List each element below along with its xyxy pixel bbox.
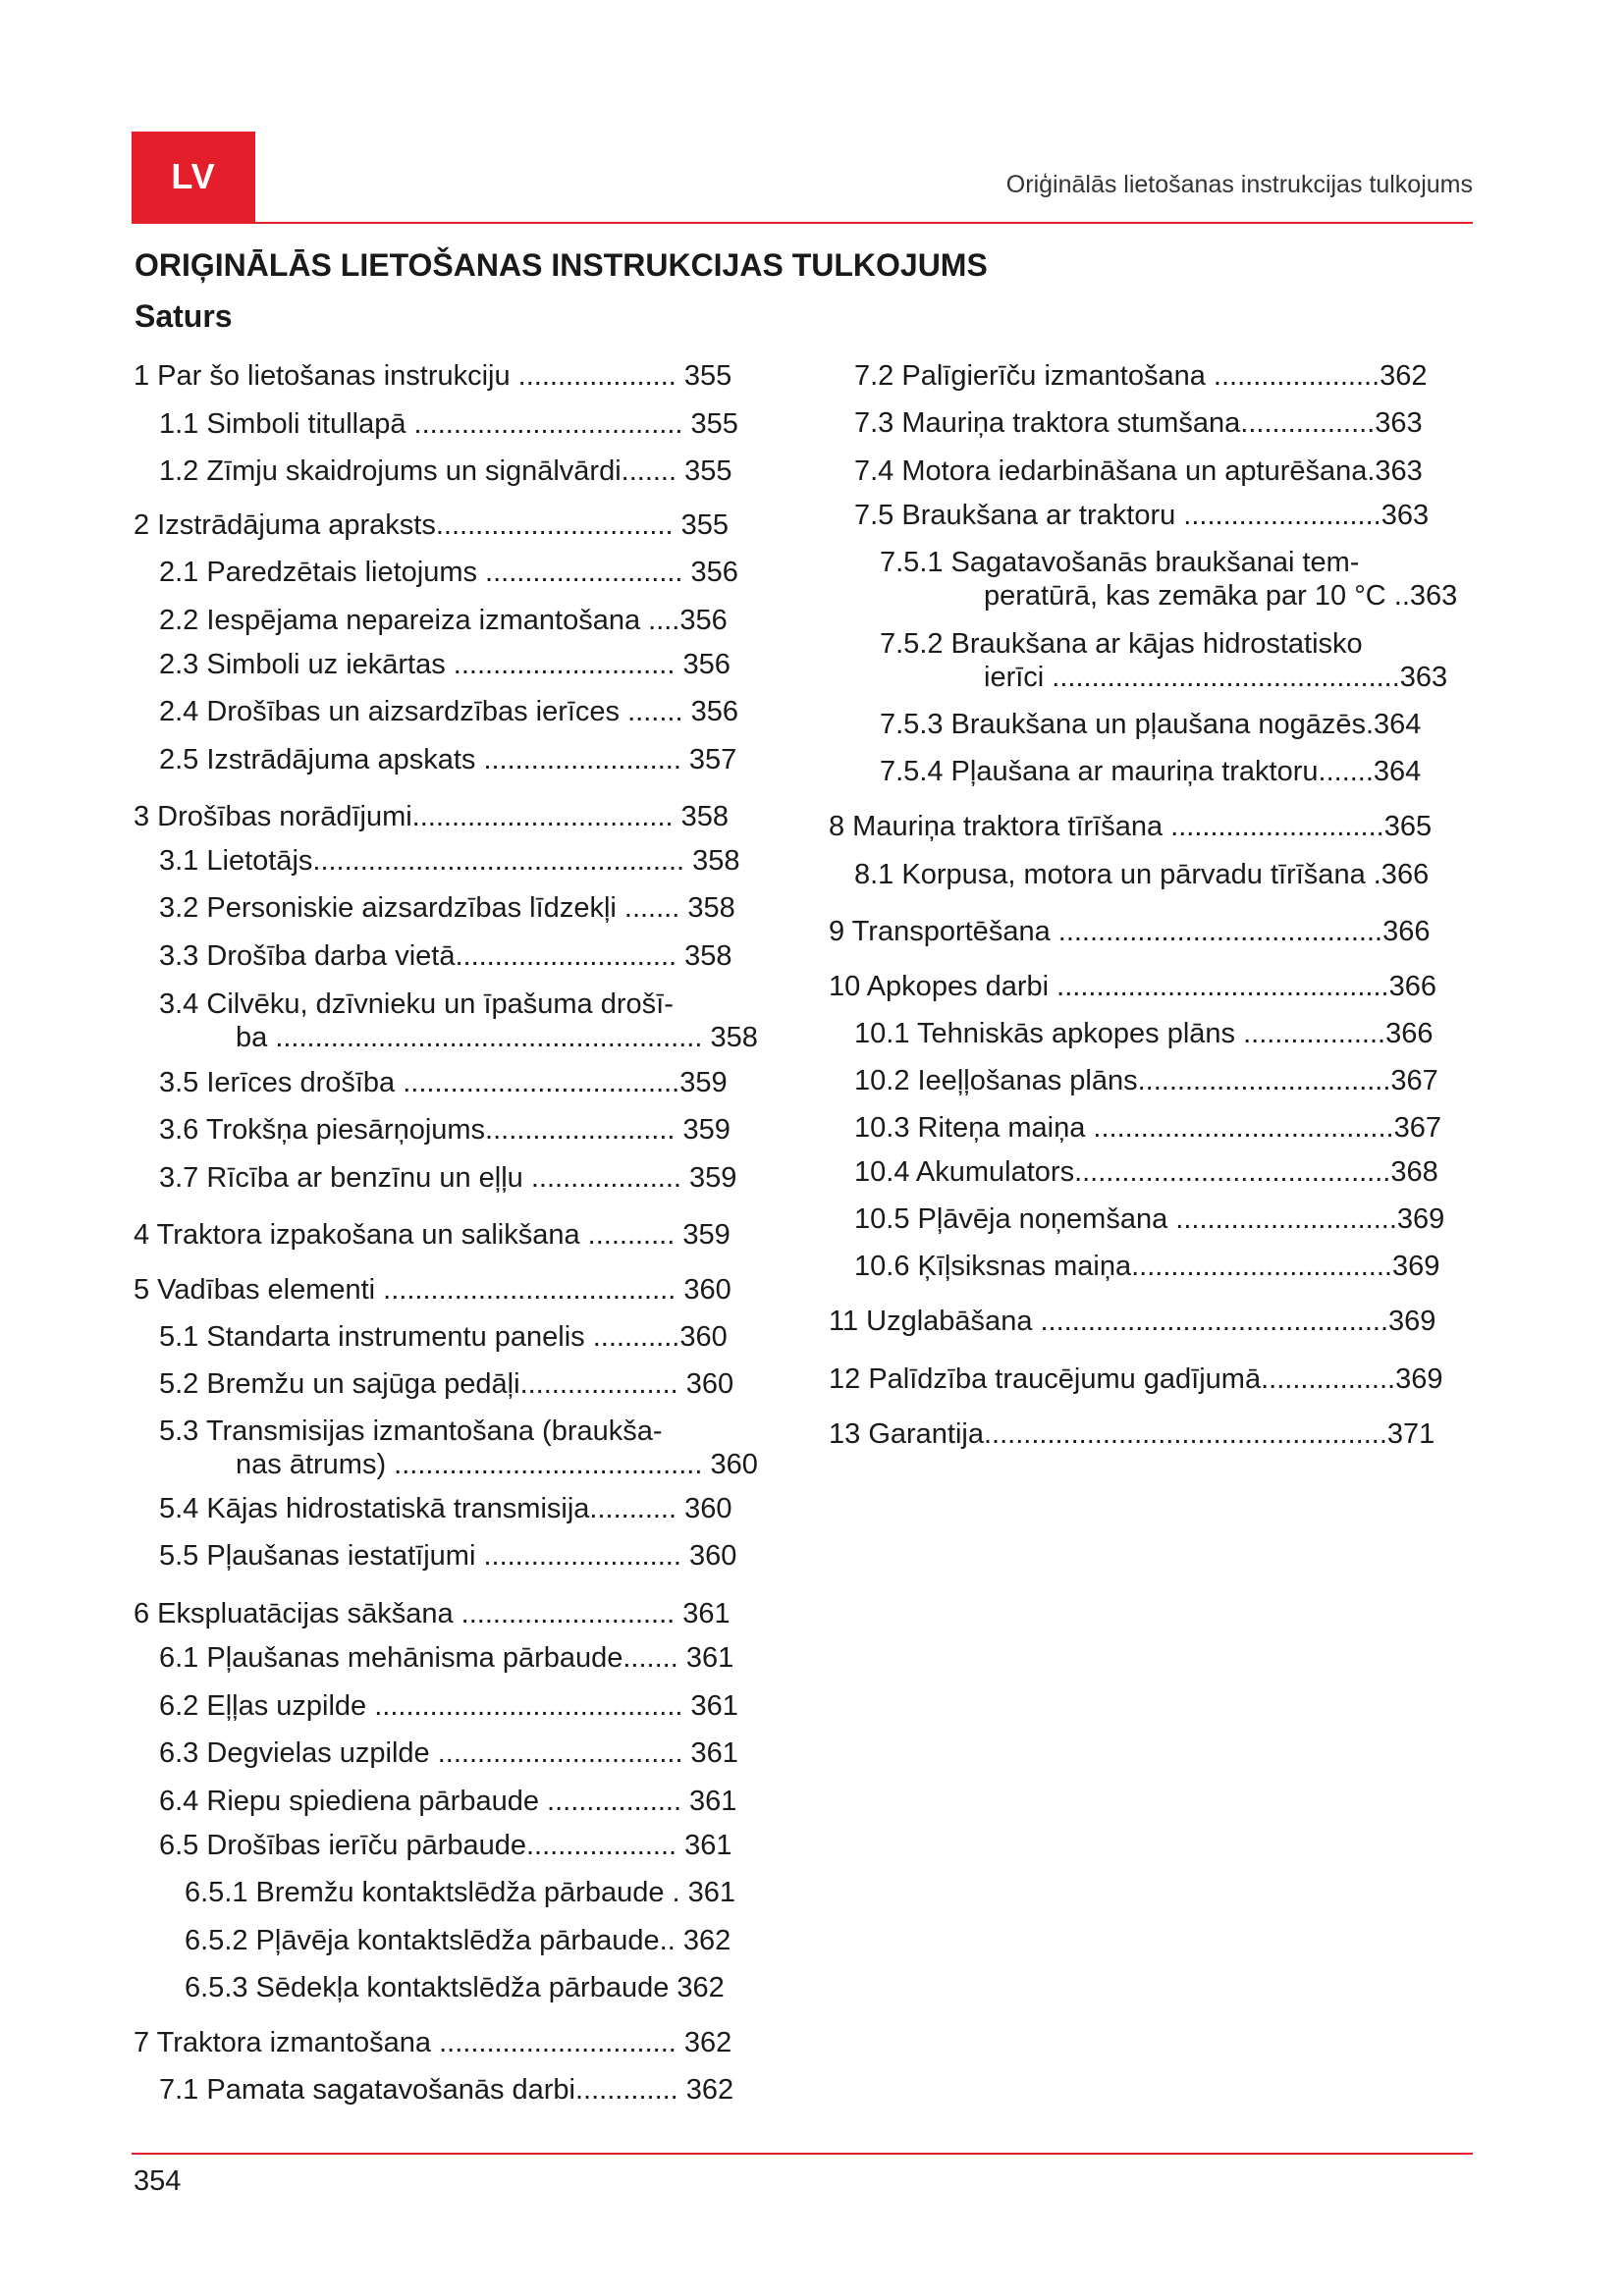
toc-entry[interactable]: 10.1 Tehniskās apkopes plāns ..................366 xyxy=(854,1018,1434,1049)
toc-entry[interactable]: 8 Mauriņa traktora tīrīšana ...........................365 xyxy=(829,811,1433,842)
toc-entry[interactable]: 6.5 Drošības ierīču pārbaude................... 361 xyxy=(159,1830,732,1861)
toc-entry[interactable]: 7.5.2 Braukšana ar kājas hidrostatisko ierīci ............................................363 xyxy=(880,628,1448,693)
toc-entry[interactable]: 1.1 Simboli titullapā .................................. 355 xyxy=(159,408,738,440)
toc-entry[interactable]: 6 Ekspluatācijas sākšana ........................... 361 xyxy=(134,1598,731,1629)
document-subtitle: Saturs xyxy=(135,298,233,334)
toc-entry[interactable]: 5.5 Pļaušanas iestatījumi ......................... 360 xyxy=(159,1540,737,1572)
toc-entry[interactable]: 1 Par šo lietošanas instrukciju .................... 355 xyxy=(134,360,732,392)
toc-entry[interactable]: 3.5 Ierīces drošība ...................................359 xyxy=(159,1067,728,1098)
toc-entry[interactable]: 13 Garantija...................................................371 xyxy=(829,1418,1435,1450)
toc-entry[interactable]: 7.5.3 Braukšana un pļaušana nogāzēs.364 xyxy=(880,709,1422,740)
toc-entry[interactable]: 10.2 Ieeļļošanas plāns................................367 xyxy=(854,1065,1438,1096)
toc-entry[interactable]: 7.2 Palīgierīču izmantošana .....................362 xyxy=(854,360,1428,392)
toc-entry[interactable]: 6.5.2 Pļāvēja kontaktslēdža pārbaude.. 362 xyxy=(185,1925,731,1956)
toc-entry[interactable]: 6.5.3 Sēdekļa kontaktslēdža pārbaude 362 xyxy=(185,1972,725,2003)
page-number: 354 xyxy=(134,2165,182,2197)
toc-entry[interactable]: 9 Transportēšana .........................................366 xyxy=(829,916,1431,947)
toc-entry[interactable]: 7 Traktora izmantošana .............................. 362 xyxy=(134,2027,732,2058)
toc-entry[interactable]: 7.4 Motora iedarbināšana un apturēšana.363 xyxy=(854,455,1423,487)
toc-entry[interactable]: 5.3 Transmisijas izmantošana (braukša- nas ātrums) ....................................... 360 xyxy=(159,1415,758,1480)
toc-entry[interactable]: 5.2 Bremžu un sajūga pedāļi.................... 360 xyxy=(159,1368,734,1400)
toc-entry[interactable]: 10.4 Akumulators........................................368 xyxy=(854,1156,1438,1188)
toc-entry[interactable]: 5 Vadības elementi ..................................... 360 xyxy=(134,1274,731,1306)
toc-entry[interactable]: 5.4 Kājas hidrostatiskā transmisija........... 360 xyxy=(159,1493,732,1524)
toc-entry[interactable]: 10 Apkopes darbi ..........................................366 xyxy=(829,971,1436,1002)
toc-entry[interactable]: 7.3 Mauriņa traktora stumšana.................363 xyxy=(854,407,1423,439)
toc-left-column xyxy=(134,359,778,2107)
toc-entry[interactable]: 10.5 Pļāvēja noņemšana ............................369 xyxy=(854,1203,1445,1235)
toc-entry[interactable]: 10.3 Riteņa maiņa ......................................367 xyxy=(854,1112,1441,1144)
toc-entry[interactable]: 3.2 Personiskie aizsardzības līdzekļi ....... 358 xyxy=(159,892,735,924)
toc-entry[interactable]: 2.1 Paredzētais lietojums ......................... 356 xyxy=(159,557,738,588)
toc-entry[interactable]: 3.3 Drošība darba vietā............................ 358 xyxy=(159,940,732,972)
toc-right-column xyxy=(829,359,1479,1451)
toc-entry[interactable]: 2.5 Izstrādājuma apskats ......................... 357 xyxy=(159,744,737,775)
toc-entry[interactable]: 2.3 Simboli uz iekārtas ............................ 356 xyxy=(159,649,731,680)
toc-entry[interactable]: 6.2 Eļļas uzpilde ....................................... 361 xyxy=(159,1690,738,1722)
toc-entry[interactable]: 7.5.4 Pļaušana ar mauriņa traktoru.......364 xyxy=(880,756,1422,787)
header-divider xyxy=(132,222,1473,224)
toc-entry[interactable]: 4 Traktora izpakošana un salikšana ........... 359 xyxy=(134,1219,731,1251)
toc-entry[interactable]: 6.1 Pļaušanas mehānisma pārbaude....... 361 xyxy=(159,1642,734,1674)
toc-entry[interactable]: 5.1 Standarta instrumentu panelis ...........360 xyxy=(159,1321,728,1353)
toc-entry[interactable]: 12 Palīdzība traucējumu gadījumā.................369 xyxy=(829,1363,1443,1395)
toc-entry[interactable]: 11 Uzglabāšana ............................................369 xyxy=(829,1306,1436,1337)
toc-entry[interactable]: 1.2 Zīmju skaidrojums un signālvārdi....... 355 xyxy=(159,455,732,487)
toc-entry[interactable]: 6.4 Riepu spiediena pārbaude ................. 361 xyxy=(159,1786,737,1817)
toc-entry[interactable]: 2.4 Drošības un aizsardzības ierīces ....... 356 xyxy=(159,696,738,727)
toc-entry[interactable]: 3.4 Cilvēku, dzīvnieku un īpašuma drošī- ba ...................................................... 358 xyxy=(159,988,758,1053)
language-badge: LV xyxy=(132,132,255,222)
header-title: Oriģinālās lietošanas instrukcijas tulkojums xyxy=(1005,171,1473,198)
toc-entry[interactable]: 2 Izstrādājuma apraksts.............................. 355 xyxy=(134,509,730,541)
toc-entry[interactable]: 8.1 Korpusa, motora un pārvadu tīrīšana .366 xyxy=(854,859,1430,890)
toc-entry[interactable]: 7.1 Pamata sagatavošanās darbi............. 362 xyxy=(159,2074,734,2106)
toc-entry[interactable]: 3.6 Trokšņa piesārņojums........................ 359 xyxy=(159,1114,731,1146)
toc-entry[interactable]: 2.2 Iespējama nepareiza izmantošana ....356 xyxy=(159,605,728,636)
document-title: ORIĢINĀLĀS LIETOŠANAS INSTRUKCIJAS TULKOJUMS xyxy=(135,247,988,283)
toc-entry[interactable]: 3.7 Rīcība ar benzīnu un eļļu ................... 359 xyxy=(159,1162,737,1194)
toc-entry[interactable]: 7.5.1 Sagatavošanās braukšanai tem- peratūrā, kas zemāka par 10 °C ..363 xyxy=(880,547,1458,612)
toc-entry[interactable]: 7.5 Braukšana ar traktoru .........................363 xyxy=(854,500,1430,531)
toc-entry[interactable]: 3.1 Lietotājs............................................... 358 xyxy=(159,845,740,877)
toc-entry[interactable]: 6.3 Degvielas uzpilde ............................... 361 xyxy=(159,1737,738,1769)
toc-entry[interactable]: 6.5.1 Bremžu kontaktslēdža pārbaude . 361 xyxy=(185,1877,736,1908)
toc-entry[interactable]: 3 Drošības norādījumi................................. 358 xyxy=(134,801,730,832)
footer-divider xyxy=(132,2153,1473,2155)
toc-entry[interactable]: 10.6 Ķīļsiksnas maiņa.................................369 xyxy=(854,1251,1440,1282)
